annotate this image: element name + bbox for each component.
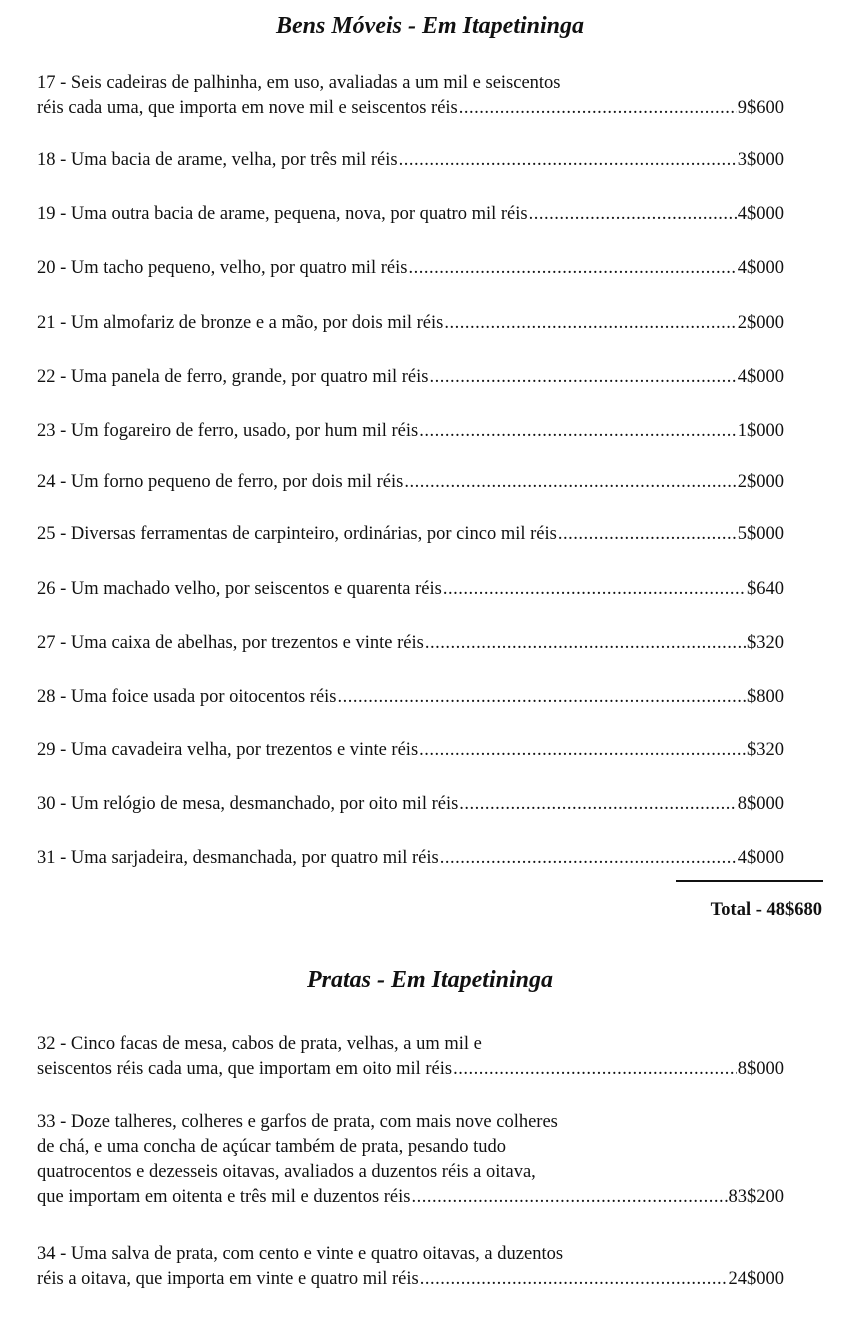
section-total: Total - 48$680 <box>710 900 822 920</box>
inventory-item-29 <box>37 738 784 763</box>
item-value: 8$000 <box>737 794 784 814</box>
leader-dots <box>444 311 736 336</box>
inventory-item-30 <box>37 792 784 817</box>
item-value: 9$600 <box>737 98 784 118</box>
item-value: 8$000 <box>737 1059 784 1079</box>
leader-dots <box>429 365 736 390</box>
inventory-item-23 <box>37 419 784 444</box>
leader-dots <box>440 846 737 871</box>
item-text-line: 19 - Uma outra bacia de arame, pequena, nova, por quatro mil réis <box>37 204 528 224</box>
item-value: 4$000 <box>737 258 784 278</box>
item-text-line: 21 - Um almofariz de bronze e a mão, por dois mil réis <box>37 313 444 333</box>
inventory-item-26 <box>37 577 784 602</box>
section-title-bens-moveis: Bens Móveis - Em Itapetininga <box>275 13 585 39</box>
inventory-item-25 <box>37 522 784 547</box>
item-text-line: réis a oitava, que importa em vinte e quatro mil réis <box>37 1269 419 1289</box>
item-text-line: 17 - Seis cadeiras de palhinha, em uso, avaliadas a um mil e seiscentos <box>37 73 561 93</box>
inventory-item-28 <box>37 685 784 710</box>
section-title-pratas: Pratas - Em Itapetininga <box>306 967 554 993</box>
item-text-line: de chá, e uma concha de açúcar também de prata, pesando tudo <box>37 1137 506 1157</box>
inventory-item-22 <box>37 365 784 390</box>
item-text-line: 33 - Doze talheres, colheres e garfos de prata, com mais nove colheres <box>37 1112 558 1132</box>
item-text-line: seiscentos réis cada uma, que importam em oito mil réis <box>37 1059 453 1079</box>
leader-dots <box>419 419 737 444</box>
inventory-item-33 <box>37 1110 784 1210</box>
leader-dots <box>420 1267 728 1292</box>
total-divider <box>676 880 823 882</box>
item-value: 4$000 <box>737 367 784 387</box>
leader-dots <box>399 148 737 173</box>
item-value: 2$000 <box>737 313 784 333</box>
inventory-item-24 <box>37 470 784 495</box>
leader-dots <box>419 738 746 763</box>
inventory-item-27 <box>37 631 784 656</box>
item-value: $320 <box>747 633 784 653</box>
item-text-line: 31 - Uma sarjadeira, desmanchada, por quatro mil réis <box>37 848 439 868</box>
item-value: 5$000 <box>737 524 784 544</box>
item-value: 4$000 <box>737 204 784 224</box>
leader-dots <box>443 577 746 602</box>
leader-dots <box>459 96 737 121</box>
item-value: $320 <box>747 740 784 760</box>
item-value: $800 <box>747 687 784 707</box>
inventory-item-21 <box>37 311 784 336</box>
inventory-item-19 <box>37 202 784 227</box>
leader-dots <box>529 202 737 227</box>
item-text-line: 25 - Diversas ferramentas de carpinteiro, ordinárias, por cinco mil réis <box>37 524 557 544</box>
inventory-item-20 <box>37 256 784 281</box>
item-text-line: 23 - Um fogareiro de ferro, usado, por hum mil réis <box>37 421 419 441</box>
item-text-line: 32 - Cinco facas de mesa, cabos de prata, velhas, a um mil e <box>37 1034 482 1054</box>
item-value: 2$000 <box>737 472 784 492</box>
item-text-line: 30 - Um relógio de mesa, desmanchado, por oito mil réis <box>37 794 459 814</box>
item-text-line: 18 - Uma bacia de arame, velha, por três mil réis <box>37 150 398 170</box>
item-value: 3$000 <box>737 150 784 170</box>
item-value: 4$000 <box>737 848 784 868</box>
item-text-line: 26 - Um machado velho, por seiscentos e quarenta réis <box>37 579 442 599</box>
inventory-item-34 <box>37 1242 784 1292</box>
leader-dots <box>412 1185 728 1210</box>
leader-dots <box>408 256 736 281</box>
leader-dots <box>425 631 746 656</box>
leader-dots <box>338 685 746 710</box>
inventory-item-18 <box>37 148 784 173</box>
item-text-line: que importam em oitenta e três mil e duzentos réis <box>37 1187 411 1207</box>
item-text-line: 24 - Um forno pequeno de ferro, por dois mil réis <box>37 472 404 492</box>
item-text-line: quatrocentos e dezesseis oitavas, avaliados a duzentos réis a oitava, <box>37 1162 536 1182</box>
inventory-item-17 <box>37 71 784 121</box>
inventory-item-32 <box>37 1032 784 1082</box>
item-value: 24$000 <box>728 1269 784 1289</box>
item-text-line: 29 - Uma cavadeira velha, por trezentos e vinte réis <box>37 740 419 760</box>
item-value: $640 <box>747 579 784 599</box>
item-value: 83$200 <box>728 1187 784 1207</box>
item-value: 1$000 <box>737 421 784 441</box>
leader-dots <box>558 522 737 547</box>
leader-dots <box>453 1057 737 1082</box>
item-text-line: 20 - Um tacho pequeno, velho, por quatro mil réis <box>37 258 408 278</box>
item-text-line: 34 - Uma salva de prata, com cento e vinte e quatro oitavas, a duzentos <box>37 1244 564 1264</box>
item-text-line: réis cada uma, que importa em nove mil e seiscentos réis <box>37 98 458 118</box>
item-text-line: 22 - Uma panela de ferro, grande, por quatro mil réis <box>37 367 429 387</box>
inventory-item-31 <box>37 846 784 871</box>
item-text-line: 27 - Uma caixa de abelhas, por trezentos e vinte réis <box>37 633 424 653</box>
item-text-line: 28 - Uma foice usada por oitocentos réis <box>37 687 337 707</box>
leader-dots <box>404 470 736 495</box>
leader-dots <box>459 792 736 817</box>
